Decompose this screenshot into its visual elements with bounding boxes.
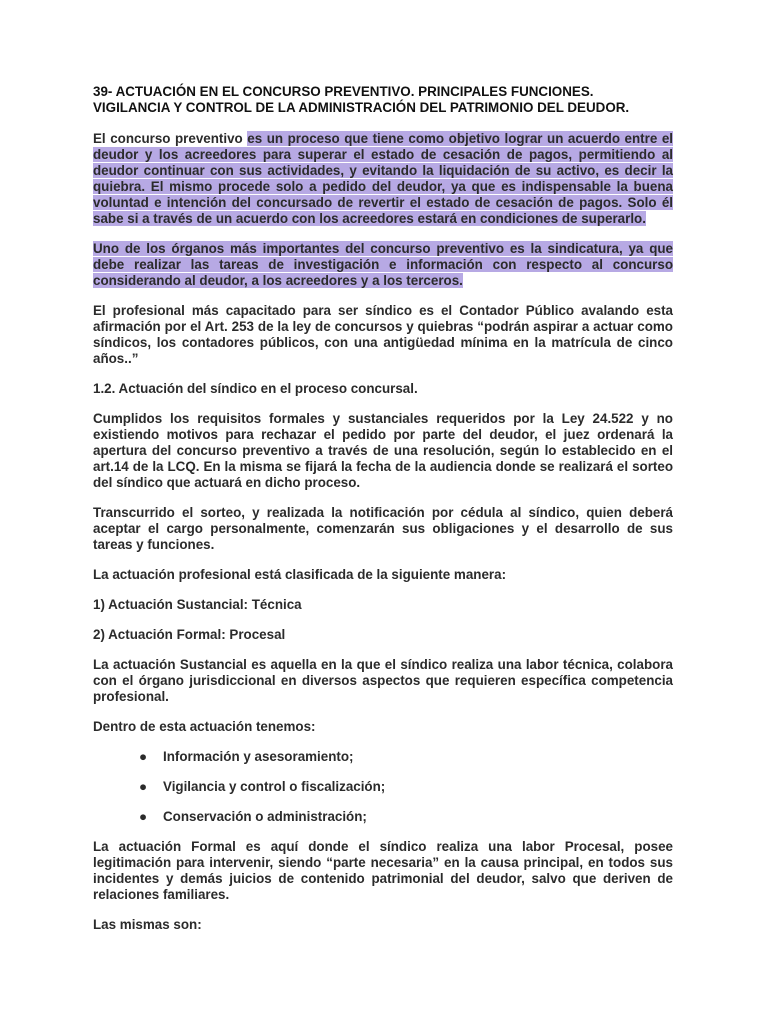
paragraph-formal: La actuación Formal es aquí donde el síndico realiza una labor Procesal, posee legitimación para intervenir, siendo “parte necesaria” en la causa principal, en todos sus incidentes y demás juicios de contenido patrimonial del deudor, salvo que deriven de relaciones familiares.: [93, 839, 673, 902]
item-formal: 2) Actuación Formal: Procesal: [93, 627, 286, 642]
subheading-actuacion: 1.2. Actuación del síndico en el proceso concursal.: [93, 381, 418, 396]
paragraph-intro: [93, 131, 673, 227]
bullet-icon: ●: [139, 779, 148, 794]
paragraph-clasificacion: La actuación profesional está clasificada de la siguiente manera:: [93, 567, 507, 582]
paragraph-sustancial: La actuación Sustancial es aquella en la que el síndico realiza una labor técnica, colabora con el órgano jurisdiccional en diversos aspectos que requieren específica competencia profesional.: [93, 657, 673, 704]
list-item: [93, 749, 673, 765]
list-item-text: Información y asesoramiento;: [163, 749, 354, 764]
list-item: [93, 809, 673, 825]
intro-plain-text: El concurso preventivo: [93, 131, 248, 146]
paragraph-mismas: Las mismas son:: [93, 917, 202, 932]
bullet-icon: ●: [139, 809, 148, 824]
paragraph-requisitos: Cumplidos los requisitos formales y sustanciales requeridos por la Ley 24.522 y no existiendo motivos para rechazar el pedido por parte del deudor, el juez ordenará la apertura del concurso preventivo a través de una resolución, según lo establecido en el art.14 de la LCQ. En la misma se fijará la fecha de la audiencia donde se realizará el sorteo del síndico que actuará en dicho proceso.: [93, 411, 673, 490]
section-title: 39- ACTUACIÓN EN EL CONCURSO PREVENTIVO. PRINCIPALES FUNCIONES. VIGILANCIA Y CONTROL DE LA ADMINISTRACIÓN DEL PATRIMONIO DEL DEUDOR.: [93, 84, 630, 115]
document-page: [93, 84, 673, 947]
list-item-text: Vigilancia y control o fiscalización;: [163, 779, 386, 794]
paragraph-sindicatura: [93, 241, 673, 289]
bullet-list: [93, 749, 673, 825]
paragraph-contador: El profesional más capacitado para ser síndico es el Contador Público avalando esta afirmación por el Art. 253 de la ley de concursos y quiebras “podrán aspirar a actuar como síndicos, los contadores públicos, con una antigüedad mínima en la matrícula de cinco años..”: [93, 303, 673, 366]
highlighted-text-2[interactable]: Uno de los órganos más importantes del concurso preventivo es la sindicatura, ya que debe realizar las tareas de investigación e información con respecto al concurso considerando al deudor, a los acreedores y a los terceros.: [93, 241, 673, 288]
highlighted-text-1[interactable]: es un proceso que tiene como objetivo lograr un acuerdo entre el deudor y los acreedores para superar el estado de cesación de pagos, permitiendo al deudor continuar con sus actividades, y evitando la liquidación de su activo, es decir la quiebra. El mismo procede solo a pedido del deudor, ya que es indispensable la buena voluntad e intención del concursado de revertir el estado de cesación de pagos. Solo él sabe si a través de un acuerdo con los acreedores estará en condiciones de superarlo.: [93, 131, 674, 226]
list-item-text: Conservación o administración;: [163, 809, 367, 824]
bullet-icon: ●: [139, 749, 148, 764]
item-sustancial: 1) Actuación Sustancial: Técnica: [93, 597, 302, 612]
paragraph-dentro: Dentro de esta actuación tenemos:: [93, 719, 316, 734]
list-item: [93, 779, 673, 795]
paragraph-sorteo: Transcurrido el sorteo, y realizada la notificación por cédula al síndico, quien deberá aceptar el cargo personalmente, comenzarán sus obligaciones y el desarrollo de sus tareas y funciones.: [93, 505, 673, 552]
